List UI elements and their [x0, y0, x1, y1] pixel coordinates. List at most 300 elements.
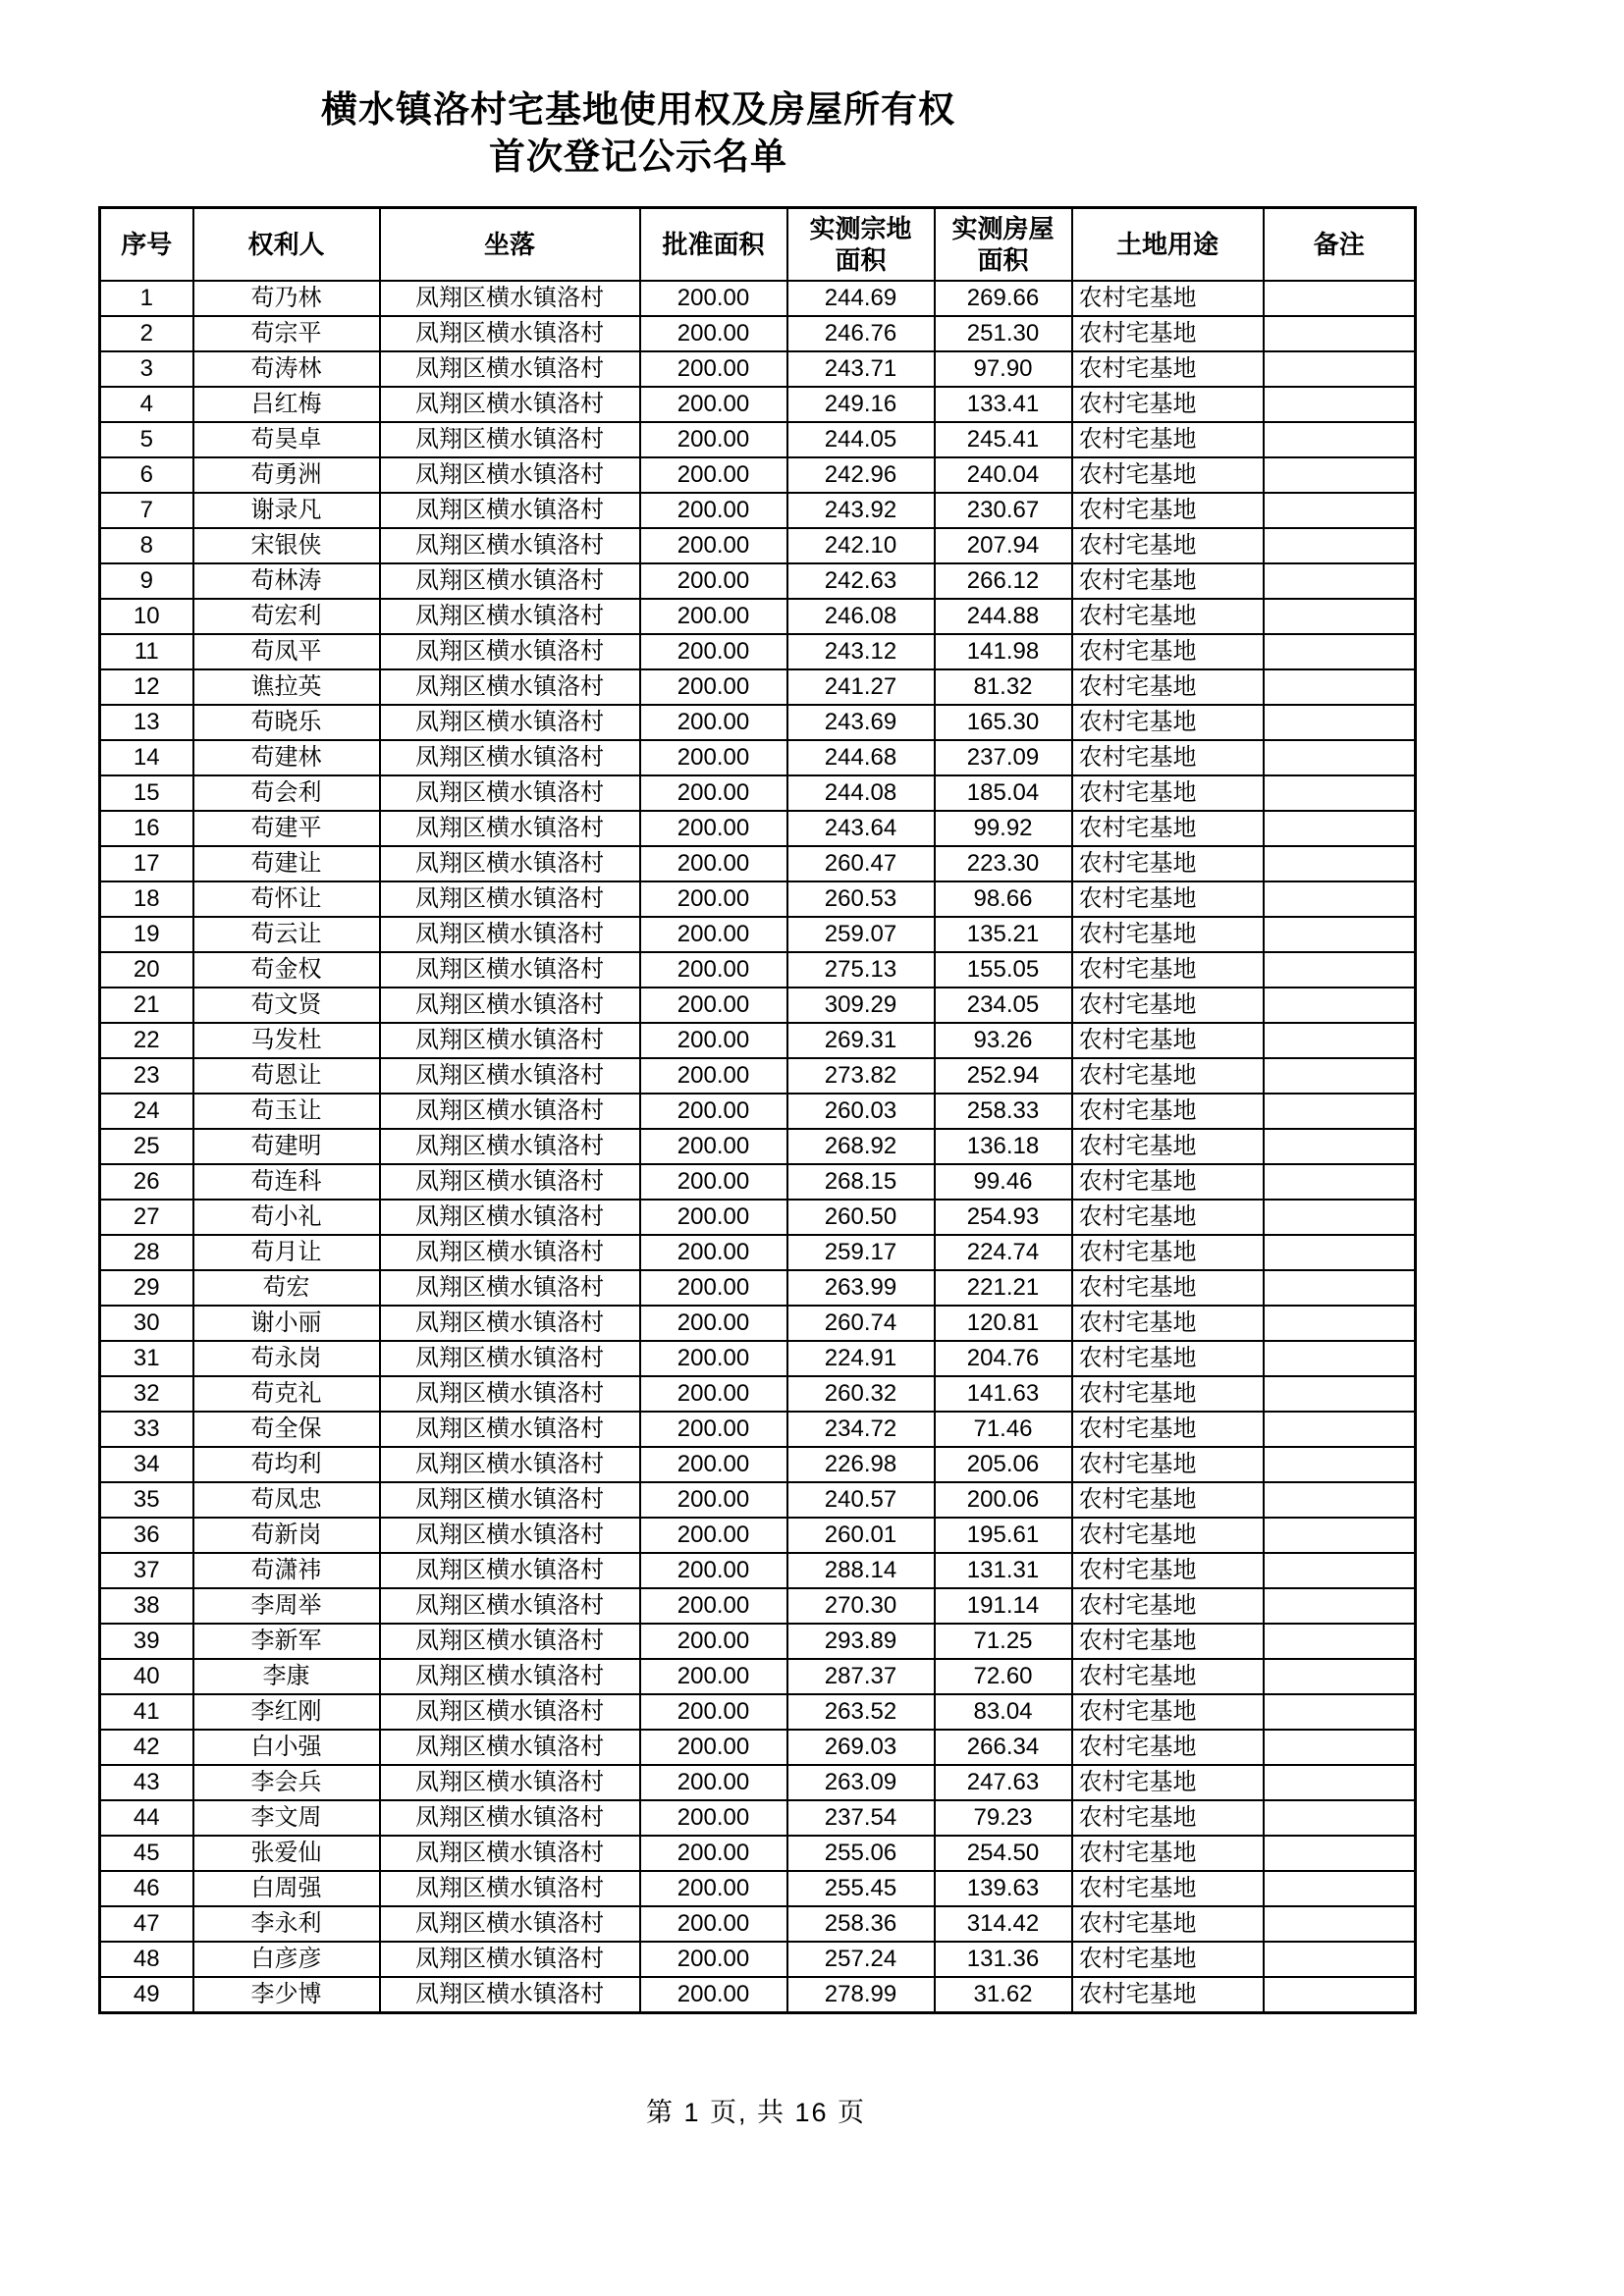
cell-location: 凤翔区横水镇洛村 [380, 917, 640, 952]
cell-name: 李周举 [193, 1588, 380, 1624]
cell-land-use: 农村宅基地 [1072, 1588, 1264, 1624]
cell-house-area: 200.06 [935, 1482, 1072, 1518]
cell-remark [1264, 1906, 1416, 1942]
cell-house-area: 120.81 [935, 1306, 1072, 1341]
table-row [100, 1553, 1416, 1588]
cell-remark [1264, 1659, 1416, 1694]
cell-parcel-area: 243.92 [787, 493, 935, 528]
cell-name: 苟云让 [193, 917, 380, 952]
cell-land-use: 农村宅基地 [1072, 952, 1264, 988]
cell-name: 苟乃林 [193, 281, 380, 316]
cell-house-area: 254.93 [935, 1200, 1072, 1235]
column-header-name: 权利人 [193, 208, 380, 282]
cell-name: 苟勇洲 [193, 457, 380, 493]
cell-seq: 46 [100, 1871, 193, 1906]
cell-name: 谯拉英 [193, 669, 380, 705]
cell-seq: 30 [100, 1306, 193, 1341]
cell-parcel-area: 234.72 [787, 1412, 935, 1447]
cell-name: 张爱仙 [193, 1836, 380, 1871]
cell-name: 苟建林 [193, 740, 380, 775]
cell-name: 李新军 [193, 1624, 380, 1659]
cell-house-area: 224.74 [935, 1235, 1072, 1270]
cell-approved-area: 200.00 [640, 1765, 787, 1800]
header-row [100, 208, 1416, 282]
cell-location: 凤翔区横水镇洛村 [380, 1376, 640, 1412]
cell-approved-area: 200.00 [640, 1023, 787, 1058]
cell-approved-area: 200.00 [640, 740, 787, 775]
cell-land-use: 农村宅基地 [1072, 988, 1264, 1023]
cell-approved-area: 200.00 [640, 316, 787, 351]
cell-house-area: 71.46 [935, 1412, 1072, 1447]
cell-house-area: 79.23 [935, 1800, 1072, 1836]
cell-seq: 18 [100, 881, 193, 917]
cell-parcel-area: 246.08 [787, 599, 935, 634]
table-row [100, 1518, 1416, 1553]
cell-parcel-area: 226.98 [787, 1447, 935, 1482]
column-header-land-use: 土地用途 [1072, 208, 1264, 282]
cell-remark [1264, 1129, 1416, 1164]
cell-approved-area: 200.00 [640, 1694, 787, 1730]
cell-land-use: 农村宅基地 [1072, 1694, 1264, 1730]
cell-parcel-area: 224.91 [787, 1341, 935, 1376]
cell-approved-area: 200.00 [640, 917, 787, 952]
cell-parcel-area: 255.45 [787, 1871, 935, 1906]
table-row [100, 1376, 1416, 1412]
cell-seq: 22 [100, 1023, 193, 1058]
cell-remark [1264, 705, 1416, 740]
cell-seq: 17 [100, 846, 193, 881]
cell-name: 苟建让 [193, 846, 380, 881]
cell-seq: 32 [100, 1376, 193, 1412]
cell-location: 凤翔区横水镇洛村 [380, 563, 640, 599]
cell-land-use: 农村宅基地 [1072, 1058, 1264, 1094]
cell-seq: 4 [100, 387, 193, 422]
cell-name: 苟金权 [193, 952, 380, 988]
cell-seq: 27 [100, 1200, 193, 1235]
cell-remark [1264, 1977, 1416, 2013]
cell-location: 凤翔区横水镇洛村 [380, 1518, 640, 1553]
cell-location: 凤翔区横水镇洛村 [380, 1942, 640, 1977]
table-row [100, 1765, 1416, 1800]
cell-house-area: 207.94 [935, 528, 1072, 563]
cell-location: 凤翔区横水镇洛村 [380, 1588, 640, 1624]
cell-name: 苟宗平 [193, 316, 380, 351]
cell-house-area: 99.46 [935, 1164, 1072, 1200]
table-row [100, 1164, 1416, 1200]
cell-house-area: 204.76 [935, 1341, 1072, 1376]
cell-remark [1264, 1482, 1416, 1518]
cell-parcel-area: 244.68 [787, 740, 935, 775]
cell-land-use: 农村宅基地 [1072, 387, 1264, 422]
cell-parcel-area: 241.27 [787, 669, 935, 705]
cell-parcel-area: 244.08 [787, 775, 935, 811]
cell-location: 凤翔区横水镇洛村 [380, 1235, 640, 1270]
cell-remark [1264, 1058, 1416, 1094]
cell-land-use: 农村宅基地 [1072, 351, 1264, 387]
cell-remark [1264, 1412, 1416, 1447]
cell-location: 凤翔区横水镇洛村 [380, 669, 640, 705]
cell-name: 白周强 [193, 1871, 380, 1906]
cell-approved-area: 200.00 [640, 1553, 787, 1588]
cell-seq: 36 [100, 1518, 193, 1553]
cell-name: 苟恩让 [193, 1058, 380, 1094]
cell-parcel-area: 243.71 [787, 351, 935, 387]
cell-house-area: 230.67 [935, 493, 1072, 528]
cell-approved-area: 200.00 [640, 1200, 787, 1235]
cell-seq: 33 [100, 1412, 193, 1447]
cell-seq: 39 [100, 1624, 193, 1659]
cell-name: 苟月让 [193, 1235, 380, 1270]
cell-remark [1264, 1800, 1416, 1836]
cell-house-area: 314.42 [935, 1906, 1072, 1942]
cell-location: 凤翔区横水镇洛村 [380, 1553, 640, 1588]
cell-approved-area: 200.00 [640, 281, 787, 316]
cell-location: 凤翔区横水镇洛村 [380, 528, 640, 563]
cell-house-area: 247.63 [935, 1765, 1072, 1800]
cell-parcel-area: 263.09 [787, 1765, 935, 1800]
cell-house-area: 93.26 [935, 1023, 1072, 1058]
cell-parcel-area: 278.99 [787, 1977, 935, 2013]
cell-land-use: 农村宅基地 [1072, 1023, 1264, 1058]
table-row [100, 1306, 1416, 1341]
cell-name: 白小强 [193, 1730, 380, 1765]
table-row [100, 1588, 1416, 1624]
cell-parcel-area: 269.03 [787, 1730, 935, 1765]
cell-land-use: 农村宅基地 [1072, 1306, 1264, 1341]
cell-land-use: 农村宅基地 [1072, 1200, 1264, 1235]
cell-name: 谢录凡 [193, 493, 380, 528]
cell-approved-area: 200.00 [640, 1906, 787, 1942]
table-row [100, 705, 1416, 740]
cell-land-use: 农村宅基地 [1072, 846, 1264, 881]
cell-remark [1264, 599, 1416, 634]
cell-house-area: 240.04 [935, 457, 1072, 493]
cell-parcel-area: 260.50 [787, 1200, 935, 1235]
cell-house-area: 251.30 [935, 316, 1072, 351]
cell-parcel-area: 260.03 [787, 1094, 935, 1129]
table-row [100, 1270, 1416, 1306]
cell-house-area: 195.61 [935, 1518, 1072, 1553]
cell-approved-area: 200.00 [640, 1800, 787, 1836]
cell-house-area: 141.98 [935, 634, 1072, 669]
cell-name: 苟潇祎 [193, 1553, 380, 1588]
cell-remark [1264, 811, 1416, 846]
cell-house-area: 99.92 [935, 811, 1072, 846]
cell-seq: 6 [100, 457, 193, 493]
cell-remark [1264, 1023, 1416, 1058]
cell-house-area: 131.36 [935, 1942, 1072, 1977]
cell-remark [1264, 1235, 1416, 1270]
cell-approved-area: 200.00 [640, 1942, 787, 1977]
table-row [100, 988, 1416, 1023]
cell-name: 苟怀让 [193, 881, 380, 917]
cell-name: 苟凤平 [193, 634, 380, 669]
cell-house-area: 254.50 [935, 1836, 1072, 1871]
page-footer: 第 1 页, 共 16 页 [645, 2098, 867, 2127]
table-row [100, 775, 1416, 811]
table-row [100, 1058, 1416, 1094]
table-row [100, 1200, 1416, 1235]
cell-remark [1264, 422, 1416, 457]
cell-name: 苟小礼 [193, 1200, 380, 1235]
cell-parcel-area: 263.99 [787, 1270, 935, 1306]
document-title-block [98, 0, 1178, 181]
cell-approved-area: 200.00 [640, 775, 787, 811]
cell-name: 苟连科 [193, 1164, 380, 1200]
cell-seq: 1 [100, 281, 193, 316]
cell-approved-area: 200.00 [640, 1129, 787, 1164]
cell-remark [1264, 1871, 1416, 1906]
cell-name: 苟均利 [193, 1447, 380, 1482]
table-row [100, 1624, 1416, 1659]
cell-remark [1264, 952, 1416, 988]
table-row [100, 493, 1416, 528]
cell-approved-area: 200.00 [640, 952, 787, 988]
cell-location: 凤翔区横水镇洛村 [380, 1094, 640, 1129]
cell-land-use: 农村宅基地 [1072, 1800, 1264, 1836]
cell-approved-area: 200.00 [640, 1341, 787, 1376]
cell-land-use: 农村宅基地 [1072, 528, 1264, 563]
cell-location: 凤翔区横水镇洛村 [380, 1447, 640, 1482]
cell-approved-area: 200.00 [640, 563, 787, 599]
cell-remark [1264, 387, 1416, 422]
cell-location: 凤翔区横水镇洛村 [380, 422, 640, 457]
cell-remark [1264, 846, 1416, 881]
cell-seq: 7 [100, 493, 193, 528]
cell-location: 凤翔区横水镇洛村 [380, 705, 640, 740]
cell-location: 凤翔区横水镇洛村 [380, 1164, 640, 1200]
cell-land-use: 农村宅基地 [1072, 1730, 1264, 1765]
table-row [100, 1094, 1416, 1129]
cell-remark [1264, 1553, 1416, 1588]
cell-remark [1264, 493, 1416, 528]
cell-parcel-area: 244.05 [787, 422, 935, 457]
cell-approved-area: 200.00 [640, 1624, 787, 1659]
cell-location: 凤翔区横水镇洛村 [380, 811, 640, 846]
cell-house-area: 139.63 [935, 1871, 1072, 1906]
cell-parcel-area: 257.24 [787, 1942, 935, 1977]
table-row [100, 1482, 1416, 1518]
cell-approved-area: 200.00 [640, 1094, 787, 1129]
table-row [100, 740, 1416, 775]
cell-approved-area: 200.00 [640, 1977, 787, 2013]
cell-name: 苟克礼 [193, 1376, 380, 1412]
cell-house-area: 269.66 [935, 281, 1072, 316]
cell-parcel-area: 243.69 [787, 705, 935, 740]
cell-name: 苟新岗 [193, 1518, 380, 1553]
cell-parcel-area: 293.89 [787, 1624, 935, 1659]
cell-land-use: 农村宅基地 [1072, 1376, 1264, 1412]
cell-house-area: 185.04 [935, 775, 1072, 811]
cell-house-area: 234.05 [935, 988, 1072, 1023]
cell-approved-area: 200.00 [640, 1306, 787, 1341]
cell-seq: 19 [100, 917, 193, 952]
cell-seq: 9 [100, 563, 193, 599]
cell-land-use: 农村宅基地 [1072, 705, 1264, 740]
cell-name: 苟会利 [193, 775, 380, 811]
table-row [100, 917, 1416, 952]
cell-land-use: 农村宅基地 [1072, 811, 1264, 846]
table-row [100, 1977, 1416, 2013]
cell-land-use: 农村宅基地 [1072, 493, 1264, 528]
cell-name: 马发杜 [193, 1023, 380, 1058]
cell-approved-area: 200.00 [640, 1412, 787, 1447]
cell-remark [1264, 1942, 1416, 1977]
cell-location: 凤翔区横水镇洛村 [380, 281, 640, 316]
cell-approved-area: 200.00 [640, 634, 787, 669]
cell-remark [1264, 1094, 1416, 1129]
cell-approved-area: 200.00 [640, 422, 787, 457]
cell-land-use: 农村宅基地 [1072, 1765, 1264, 1800]
cell-seq: 23 [100, 1058, 193, 1094]
cell-land-use: 农村宅基地 [1072, 1129, 1264, 1164]
cell-land-use: 农村宅基地 [1072, 1942, 1264, 1977]
cell-seq: 25 [100, 1129, 193, 1164]
cell-house-area: 98.66 [935, 881, 1072, 917]
cell-land-use: 农村宅基地 [1072, 1482, 1264, 1518]
cell-approved-area: 200.00 [640, 1588, 787, 1624]
cell-location: 凤翔区横水镇洛村 [380, 1129, 640, 1164]
cell-remark [1264, 1836, 1416, 1871]
cell-parcel-area: 259.07 [787, 917, 935, 952]
cell-house-area: 223.30 [935, 846, 1072, 881]
cell-remark [1264, 1518, 1416, 1553]
cell-house-area: 191.14 [935, 1588, 1072, 1624]
cell-remark [1264, 634, 1416, 669]
table-row [100, 1694, 1416, 1730]
cell-parcel-area: 242.63 [787, 563, 935, 599]
cell-house-area: 141.63 [935, 1376, 1072, 1412]
cell-name: 苟宏 [193, 1270, 380, 1306]
cell-seq: 5 [100, 422, 193, 457]
cell-parcel-area: 287.37 [787, 1659, 935, 1694]
cell-remark [1264, 528, 1416, 563]
table-header [100, 208, 1416, 282]
cell-approved-area: 200.00 [640, 811, 787, 846]
table-row [100, 1659, 1416, 1694]
cell-location: 凤翔区横水镇洛村 [380, 1977, 640, 2013]
cell-seq: 24 [100, 1094, 193, 1129]
cell-remark [1264, 351, 1416, 387]
cell-land-use: 农村宅基地 [1072, 1164, 1264, 1200]
cell-remark [1264, 281, 1416, 316]
cell-location: 凤翔区横水镇洛村 [380, 1306, 640, 1341]
cell-land-use: 农村宅基地 [1072, 740, 1264, 775]
table-row [100, 1129, 1416, 1164]
cell-land-use: 农村宅基地 [1072, 1553, 1264, 1588]
cell-land-use: 农村宅基地 [1072, 1906, 1264, 1942]
cell-location: 凤翔区横水镇洛村 [380, 775, 640, 811]
cell-name: 白彦彦 [193, 1942, 380, 1977]
cell-seq: 35 [100, 1482, 193, 1518]
cell-house-area: 165.30 [935, 705, 1072, 740]
cell-name: 苟林涛 [193, 563, 380, 599]
cell-location: 凤翔区横水镇洛村 [380, 599, 640, 634]
cell-land-use: 农村宅基地 [1072, 599, 1264, 634]
cell-land-use: 农村宅基地 [1072, 634, 1264, 669]
cell-house-area: 31.62 [935, 1977, 1072, 2013]
cell-seq: 28 [100, 1235, 193, 1270]
cell-house-area: 237.09 [935, 740, 1072, 775]
cell-parcel-area: 259.17 [787, 1235, 935, 1270]
cell-approved-area: 200.00 [640, 1376, 787, 1412]
table-row [100, 316, 1416, 351]
table-row [100, 811, 1416, 846]
cell-seq: 37 [100, 1553, 193, 1588]
column-header-house-area: 实测房屋 面积 [935, 208, 1072, 282]
cell-name: 谢小丽 [193, 1306, 380, 1341]
cell-house-area: 244.88 [935, 599, 1072, 634]
table-row [100, 457, 1416, 493]
cell-seq: 26 [100, 1164, 193, 1200]
cell-approved-area: 200.00 [640, 1235, 787, 1270]
cell-parcel-area: 268.15 [787, 1164, 935, 1200]
cell-parcel-area: 246.76 [787, 316, 935, 351]
cell-parcel-area: 240.57 [787, 1482, 935, 1518]
cell-seq: 45 [100, 1836, 193, 1871]
table-row [100, 1871, 1416, 1906]
cell-location: 凤翔区横水镇洛村 [380, 1412, 640, 1447]
cell-location: 凤翔区横水镇洛村 [380, 1906, 640, 1942]
column-header-location: 坐落 [380, 208, 640, 282]
cell-seq: 11 [100, 634, 193, 669]
cell-remark [1264, 1270, 1416, 1306]
cell-parcel-area: 269.31 [787, 1023, 935, 1058]
cell-remark [1264, 1624, 1416, 1659]
cell-name: 苟凤忠 [193, 1482, 380, 1518]
cell-remark [1264, 563, 1416, 599]
cell-remark [1264, 1341, 1416, 1376]
table-row [100, 669, 1416, 705]
cell-name: 苟永岗 [193, 1341, 380, 1376]
cell-seq: 34 [100, 1447, 193, 1482]
cell-house-area: 258.33 [935, 1094, 1072, 1129]
cell-name: 李红刚 [193, 1694, 380, 1730]
cell-approved-area: 200.00 [640, 988, 787, 1023]
cell-remark [1264, 1376, 1416, 1412]
column-header-approved-area: 批准面积 [640, 208, 787, 282]
cell-seq: 14 [100, 740, 193, 775]
cell-name: 李少博 [193, 1977, 380, 2013]
cell-location: 凤翔区横水镇洛村 [380, 1836, 640, 1871]
cell-location: 凤翔区横水镇洛村 [380, 1341, 640, 1376]
cell-house-area: 83.04 [935, 1694, 1072, 1730]
cell-land-use: 农村宅基地 [1072, 1341, 1264, 1376]
cell-parcel-area: 243.12 [787, 634, 935, 669]
cell-seq: 20 [100, 952, 193, 988]
cell-land-use: 农村宅基地 [1072, 316, 1264, 351]
cell-parcel-area: 309.29 [787, 988, 935, 1023]
cell-location: 凤翔区横水镇洛村 [380, 634, 640, 669]
cell-location: 凤翔区横水镇洛村 [380, 988, 640, 1023]
cell-parcel-area: 263.52 [787, 1694, 935, 1730]
cell-parcel-area: 242.10 [787, 528, 935, 563]
cell-house-area: 155.05 [935, 952, 1072, 988]
cell-remark [1264, 881, 1416, 917]
table-row [100, 952, 1416, 988]
cell-house-area: 133.41 [935, 387, 1072, 422]
cell-seq: 40 [100, 1659, 193, 1694]
cell-land-use: 农村宅基地 [1072, 1518, 1264, 1553]
cell-remark [1264, 1164, 1416, 1200]
cell-remark [1264, 740, 1416, 775]
cell-approved-area: 200.00 [640, 1447, 787, 1482]
cell-location: 凤翔区横水镇洛村 [380, 1270, 640, 1306]
cell-name: 苟昊卓 [193, 422, 380, 457]
cell-remark [1264, 1200, 1416, 1235]
table-row [100, 599, 1416, 634]
cell-location: 凤翔区横水镇洛村 [380, 1058, 640, 1094]
